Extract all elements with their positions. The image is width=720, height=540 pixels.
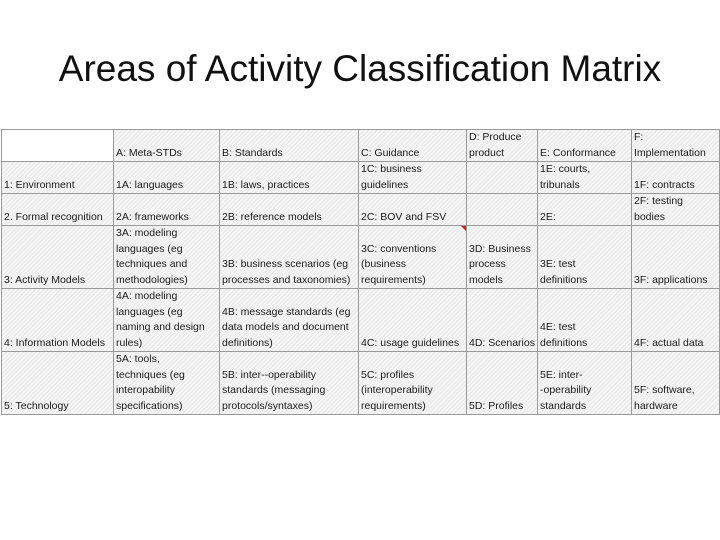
row-header-1: 1: Environment [2,162,114,194]
cell-1d [467,162,538,194]
table-row [2,194,720,226]
cell-4a: 4A: modeling languages (eg naming and design rules) [114,289,220,352]
column-header-d: D: Produce product [467,130,538,162]
cell-2a: 2A: frameworks [114,194,220,226]
cell-5f: 5F: software, hardware [632,352,720,415]
cell-2d [467,194,538,226]
cell-1c: 1C: business guidelines [359,162,467,194]
cell-1b: 1B: laws, practices [220,162,359,194]
column-header-c: C: Guidance [359,130,467,162]
cell-4e: 4E: test definitions [538,289,632,352]
table-row [2,226,720,289]
cell-1a: 1A: languages [114,162,220,194]
slide-title: Areas of Activity Classification Matrix [58,48,662,89]
row-header-2: 2. Formal recognition [2,194,114,226]
header-row [2,130,720,162]
table-row [2,162,720,194]
row-header-4: 4: Information Models [2,289,114,352]
cell-4f: 4F: actual data [632,289,720,352]
cell-3e: 3E: test definitions [538,226,632,289]
row-header-3: 3: Activity Models [2,226,114,289]
cell-3c [359,226,467,289]
cell-1f: 1F: contracts [632,162,720,194]
column-header-b: B: Standards [220,130,359,162]
cell-5e: 5E: inter- -operability standards [538,352,632,415]
cell-2f: 2F: testing bodies [632,194,720,226]
cell-3a: 3A: modeling languages (eg techniques and methodologies) [114,226,220,289]
cell-5a: 5A: tools, techniques (eg interopability specifications) [114,352,220,415]
classification-matrix [1,129,720,415]
row-header-5: 5: Technology [2,352,114,415]
table-row [2,352,720,415]
cell-4d: 4D: Scenarios [467,289,538,352]
column-header-f: F: Implementation [632,130,720,162]
column-header-a: A: Meta-STDs [114,130,220,162]
comment-marker-icon [461,226,466,231]
cell-3f: 3F: applications [632,226,720,289]
cell-5c: 5C: profiles (interoperability requirements) [359,352,467,415]
column-header-e: E: Conformance [538,130,632,162]
cell-4b: 4B: message standards (eg data models and document definitions) [220,289,359,352]
table-row [2,289,720,352]
cell-2c: 2C: BOV and FSV [359,194,467,226]
header-corner-cell [2,130,114,162]
cell-5d: 5D: Profiles [467,352,538,415]
cell-2b: 2B: reference models [220,194,359,226]
cell-1e: 1E: courts, tribunals [538,162,632,194]
cell-3c-text: 3C: conventions (business requirements) [361,242,437,286]
cell-5b: 5B: inter--operability standards (messaging protocols/syntaxes) [220,352,359,415]
cell-3b: 3B: business scenarios (eg processes and taxonomies) [220,226,359,289]
cell-4c: 4C: usage guidelines [359,289,467,352]
cell-2e: 2E: [538,194,632,226]
cell-3d: 3D: Business process models [467,226,538,289]
